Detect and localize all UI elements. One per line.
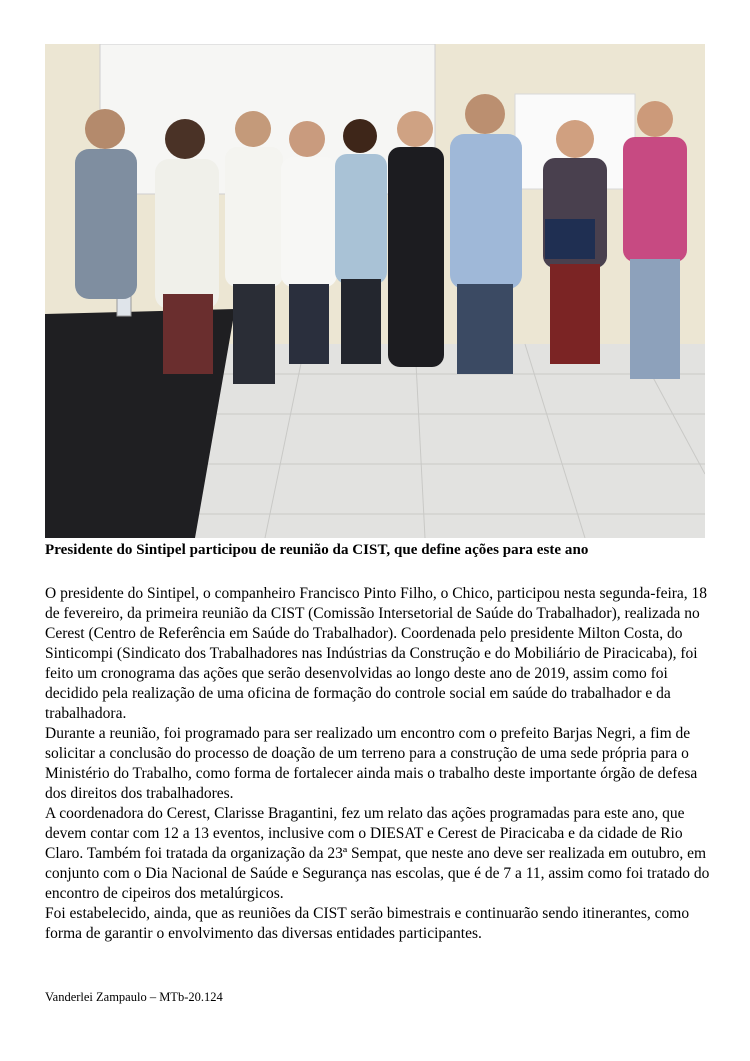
- article-paragraph-4: Foi estabelecido, ainda, que as reuniões da CIST serão bimestrais e continuarão sendo itinerantes, como forma de garantir o envolvimento das diversas entidades participantes.: [45, 905, 690, 942]
- article-paragraph-2: Durante a reunião, foi programado para ser realizado um encontro com o prefeito Barjas Negri, a fim de solicitar a conclusão do processo de doação de um terreno para a construção de uma sede própria para o Ministério do Trabalho, como forma de fortalecer ainda mais o trabalho deste importante órgão de defesa dos direitos dos trabalhadores.: [45, 725, 698, 802]
- photo-caption: Presidente do Sintipel participou de reunião da CIST, que define ações para este ano: [45, 542, 589, 558]
- article-paragraph-1: O presidente do Sintipel, o companheiro Francisco Pinto Filho, o Chico, participou nesta segunda-feira, 18 de fevereiro, da primeira reunião da CIST (Comissão Intersetorial de Saúde do Trabalhador), realizada no Cerest (Centro de Referência em Saúde do Trabalhador). Coordenada pelo presidente Milton Costa, do Sinticompi (Sindicato dos Trabalhadores nas Indústrias da Construção e do Mobiliário de Piracicaba), foi feito um cronograma das ações que serão desenvolvidas ao longo deste ano de 2019, assim como foi decidido pela realização de uma oficina de formação do controle social em saúde do trabalhador e da trabalhadora.: [45, 585, 708, 722]
- article-paragraph-3: A coordenadora do Cerest, Clarisse Bragantini, fez um relato das ações programadas para este ano, que devem contar com 12 a 13 eventos, inclusive com o DIESAT e Cerest de Piracicaba e da cidade de Rio Claro. Também foi tratada da organização da 23ª Sempat, que neste ano deve ser realizada em outubro, em conjunto com o Dia Nacional de Saúde e Segurança nas escolas, que é de 7 a 11, assim como foi tratado do encontro de cipeiros dos metalúrgicos.: [45, 805, 710, 902]
- author-byline: Vanderlei Zampaulo – MTb-20.124: [45, 990, 223, 1004]
- article-photo: [45, 44, 705, 538]
- group-photo-illustration: [45, 44, 705, 538]
- article-body: [45, 584, 715, 944]
